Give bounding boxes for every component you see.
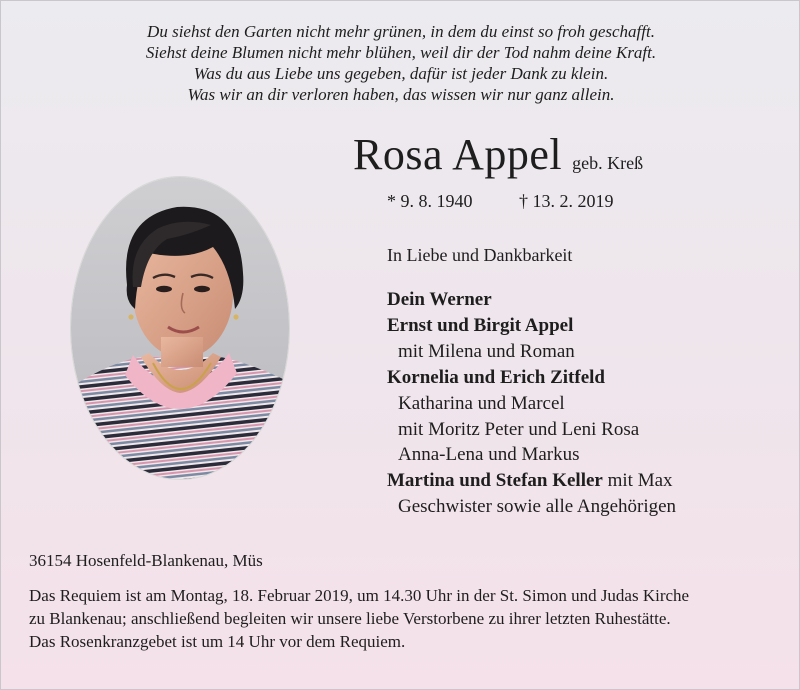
poem (1, 21, 800, 105)
poem-line: Was wir an dir verloren haben, das wissen wir nur ganz allein. (187, 85, 615, 104)
mourner-line: Katharina und Marcel (398, 392, 565, 414)
portrait-illustration (71, 177, 289, 479)
dedication: In Liebe und Dankbarkeit (387, 245, 573, 265)
family-address: 36154 Hosenfeld-Blankenau, Müs (29, 551, 263, 570)
mourner-name: Martina und Stefan Keller (387, 470, 603, 492)
mourner-line: Geschwister sowie alle Angehörigen (398, 496, 677, 518)
mourner-extra: mit Max (602, 470, 673, 492)
mourner-line: Ernst und Birgit Appel (387, 314, 574, 336)
requiem-line: zu Blankenau; anschließend begleiten wir unsere liebe Verstorbene zu ihrer letzten Ruhestätte. (29, 609, 671, 628)
mourner-line: mit Moritz Peter und Leni Rosa (398, 418, 640, 440)
deceased-name-line (353, 129, 643, 180)
mourner-line: mit Milena und Roman (398, 340, 575, 362)
mourner-line: Anna-Lena und Markus (398, 444, 580, 466)
poem-line: Was du aus Liebe uns gegeben, dafür ist jeder Dank zu klein. (193, 64, 609, 83)
requiem-info (29, 584, 689, 653)
mourners-list (387, 287, 676, 520)
birth-date: * 9. 8. 1940 (387, 191, 473, 211)
mourner-line: Kornelia und Erich Zitfeld (387, 366, 605, 388)
requiem-line: Das Requiem ist am Montag, 18. Februar 2019, um 14.30 Uhr in der St. Simon und Judas Kirche (29, 586, 690, 605)
life-dates (387, 191, 614, 212)
death-date: † 13. 2. 2019 (519, 191, 614, 211)
poem-line: Siehst deine Blumen nicht mehr blühen, weil dir der Tod nahm deine Kraft. (145, 43, 657, 62)
mourner-line (387, 468, 676, 494)
deceased-name: Rosa Appel (353, 130, 563, 179)
portrait-photo (71, 177, 289, 479)
mourner-line: Dein Werner (387, 289, 492, 310)
birth-name: geb. Kreß (572, 153, 644, 173)
poem-line: Du siehst den Garten nicht mehr grünen, in dem du einst so froh geschafft. (147, 22, 655, 41)
requiem-line: Das Rosenkranzgebet ist um 14 Uhr vor dem Requiem. (29, 632, 406, 651)
